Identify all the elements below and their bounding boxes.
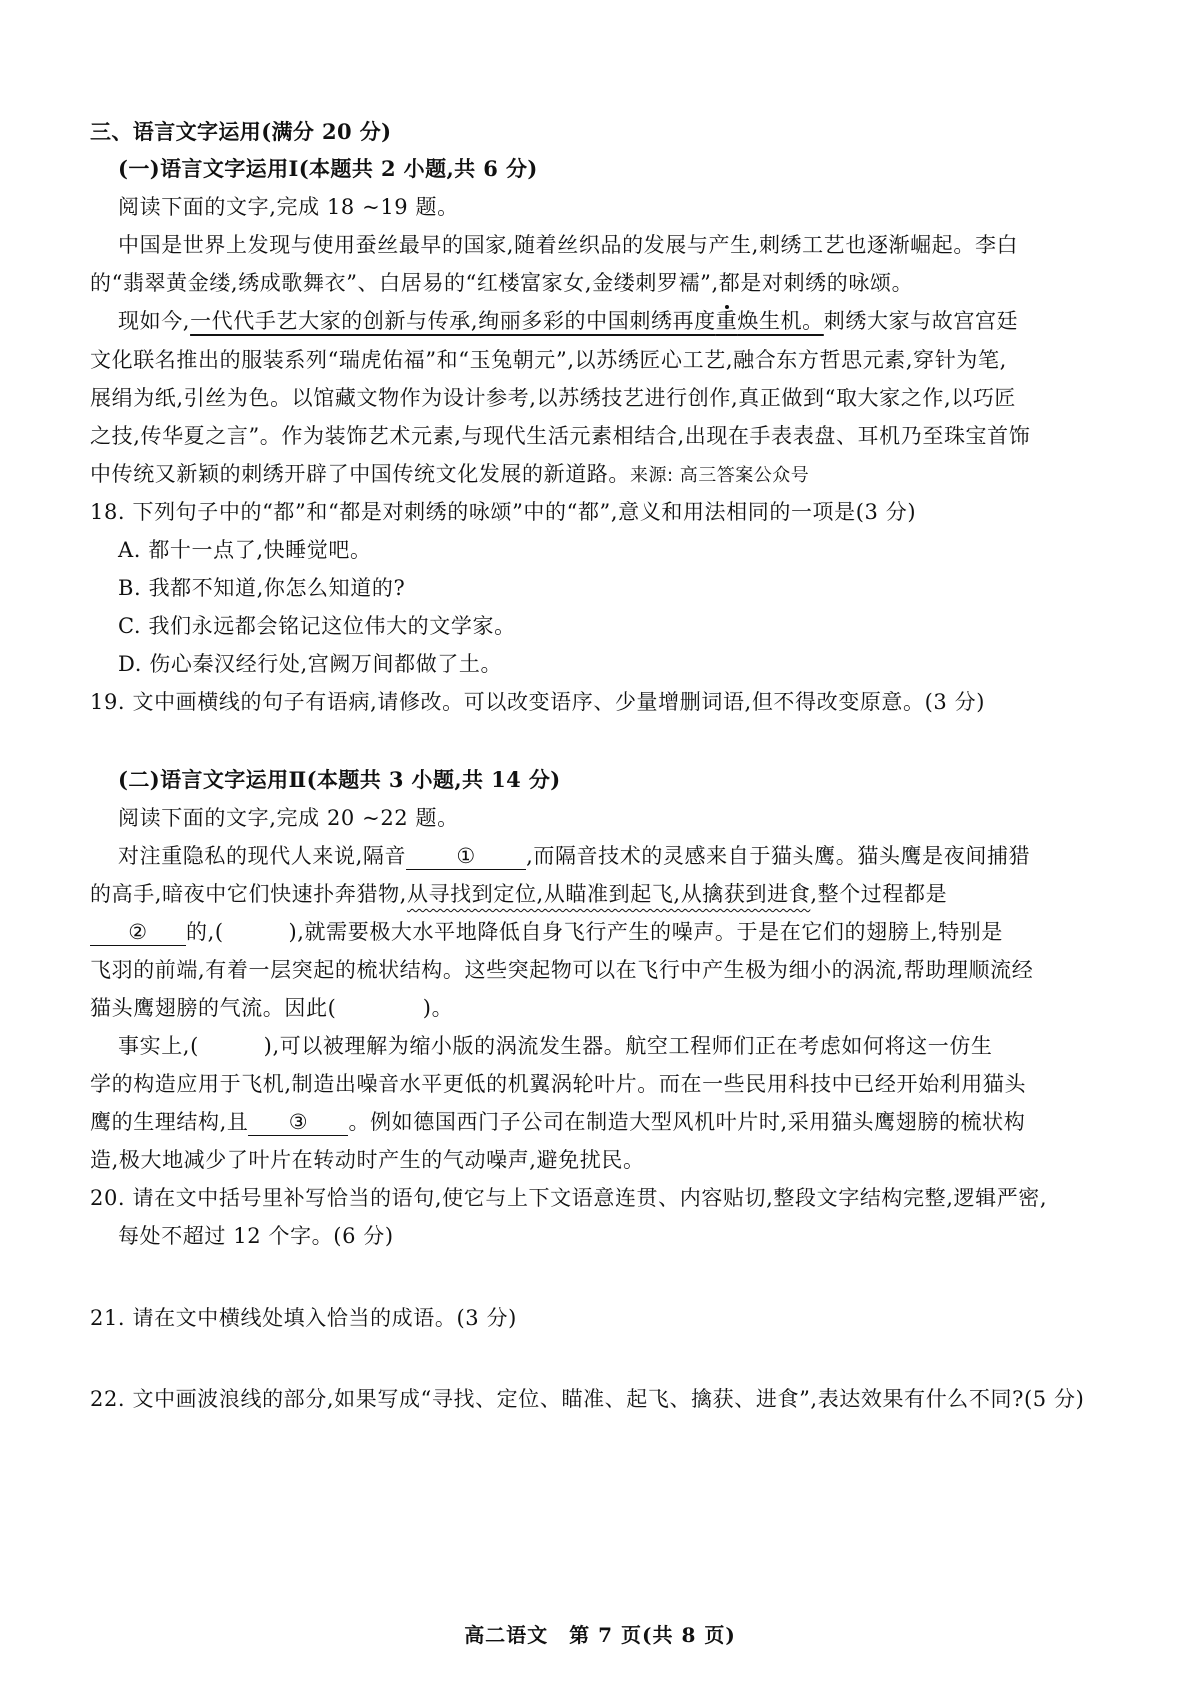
passage4-line: 鹰的生理结构,且 ③ 。例如德国西门子公司在制造大型风机叶片时,采用猫头鹰翅膀的梳状构 bbox=[90, 1110, 1026, 1134]
passage4-line: 事实上,( ),可以被理解为缩小版的涡流发生器。航空工程师们正在考虑如何将这一仿生 bbox=[118, 1034, 993, 1058]
passage3-line: 对注重隐私的现代人来说,隔音 ① ,而隔音技术的灵感来自于猫头鹰。猫头鹰是夜间捕猎 bbox=[118, 844, 1031, 868]
passage4-line: 造,极大地减少了叶片在转动时产生的气动噪声,避免扰民。 bbox=[90, 1148, 645, 1172]
underlined-sentence: 一代代手艺大家的创新与传承,绚丽多彩的中国刺绣再度重焕生机。 bbox=[190, 309, 824, 333]
passage2-suffix: 刺绣大家与故宫宫廷 bbox=[823, 309, 1019, 333]
blank-2: ② bbox=[90, 919, 186, 946]
page-footer: 高二语文 第 7 页(共 8 页) bbox=[464, 1623, 736, 1647]
passage3-line: 猫头鹰翅膀的气流。因此( )。 bbox=[90, 996, 454, 1020]
part2-title: (二)语言文字运用Ⅱ(本题共 3 小题,共 14 分) bbox=[118, 767, 561, 792]
passage2-line: 展绢为纸,引丝为色。以馆藏文物作为设计参考,以苏绣技艺进行创作,真正做到“取大家之作,以巧匠 bbox=[90, 386, 1017, 410]
option-c: C. 我们永远都会铭记这位伟大的文学家。 bbox=[118, 614, 516, 638]
passage1-line: 的“翡翠黄金缕,绣成歌舞衣”、白居易的“红楼富家女,金缕刺罗襦”,都是对刺绣的咏颂。 bbox=[90, 271, 914, 295]
part1-title: (一)语言文字运用Ⅰ(本题共 2 小题,共 6 分) bbox=[118, 156, 538, 181]
passage2-line: 文化联名推出的服装系列“瑞虎佑福”和“玉兔朝元”,以苏绣匠心工艺,融合东方哲思元素,穿针为笔, bbox=[90, 348, 1007, 372]
blank-3: ③ bbox=[248, 1109, 348, 1136]
passage3-line: 飞羽的前端,有着一层突起的梳状结构。这些突起物可以在飞行中产生极为细小的涡流,帮助理顺流经 bbox=[90, 958, 1034, 982]
part1-intro: 阅读下面的文字,完成 18 ~19 题。 bbox=[118, 195, 459, 219]
question-18-stem: 18. 下列句子中的“都”和“都是对刺绣的咏颂”中的“都”,意义和用法相同的一项是(3 分) bbox=[90, 500, 917, 524]
question-20: 20. 请在文中括号里补写恰当的语句,使它与上下文语意连贯、内容贴切,整段文字结构完整,逻辑严密, bbox=[90, 1186, 1048, 1210]
passage4-line: 学的构造应用于飞机,制造出噪音水平更低的机翼涡轮叶片。而在一些民用科技中已经开始利用猫头 bbox=[90, 1072, 1027, 1096]
source-note: 来源: 高三答案公众号 bbox=[630, 465, 810, 486]
option-b: B. 我都不知道,你怎么知道的? bbox=[118, 576, 406, 600]
passage2-prefix: 现如今, bbox=[118, 309, 191, 333]
emphasis-dot-char: 重 bbox=[715, 309, 738, 333]
passage2-line bbox=[118, 304, 1018, 338]
passage3-line: ② 的,( ),就需要极大水平地降低自身飞行产生的噪声。于是在它们的翅膀上,特别是 bbox=[90, 915, 1003, 949]
question-19: 19. 文中画横线的句子有语病,请修改。可以改变语序、少量增删词语,但不得改变原意。(3 分) bbox=[90, 690, 986, 714]
option-a: A. 都十一点了,快睡觉吧。 bbox=[118, 538, 372, 562]
passage2-line: 之技,传华夏之言”。作为装饰艺术元素,与现代生活元素相结合,出现在手表表盘、耳机乃至珠宝首饰 bbox=[90, 424, 1031, 448]
passage2-line: 中传统又新颖的刺绣开辟了中国传统文化发展的新道路。来源: 高三答案公众号 bbox=[90, 462, 810, 486]
question-21: 21. 请在文中横线处填入恰当的成语。(3 分) bbox=[90, 1306, 517, 1330]
passage1-line: 中国是世界上发现与使用蚕丝最早的国家,随着丝织品的发展与产生,刺绣工艺也逐渐崛起。李白 bbox=[118, 233, 1019, 257]
question-20-cont: 每处不超过 12 个字。(6 分) bbox=[118, 1224, 394, 1248]
part2-intro: 阅读下面的文字,完成 20 ~22 题。 bbox=[118, 806, 459, 830]
option-d: D. 伤心秦汉经行处,宫阙万间都做了土。 bbox=[118, 652, 503, 676]
wavy-underlined-phrase: 从寻找到定位,从瞄准到起飞,从擒获到进食 bbox=[406, 882, 811, 906]
passage3-line: 的高手,暗夜中它们快速扑奔猎物,从寻找到定位,从瞄准到起飞,从擒获到进食,整个过程都是 bbox=[90, 882, 948, 906]
blank-1: ① bbox=[406, 843, 526, 870]
question-22: 22. 文中画波浪线的部分,如果写成“寻找、定位、瞄准、起飞、擒获、进食”,表达效果有什么不同?(5 分) bbox=[90, 1387, 1085, 1411]
section-title: 三、语言文字运用(满分 20 分) bbox=[90, 119, 392, 144]
